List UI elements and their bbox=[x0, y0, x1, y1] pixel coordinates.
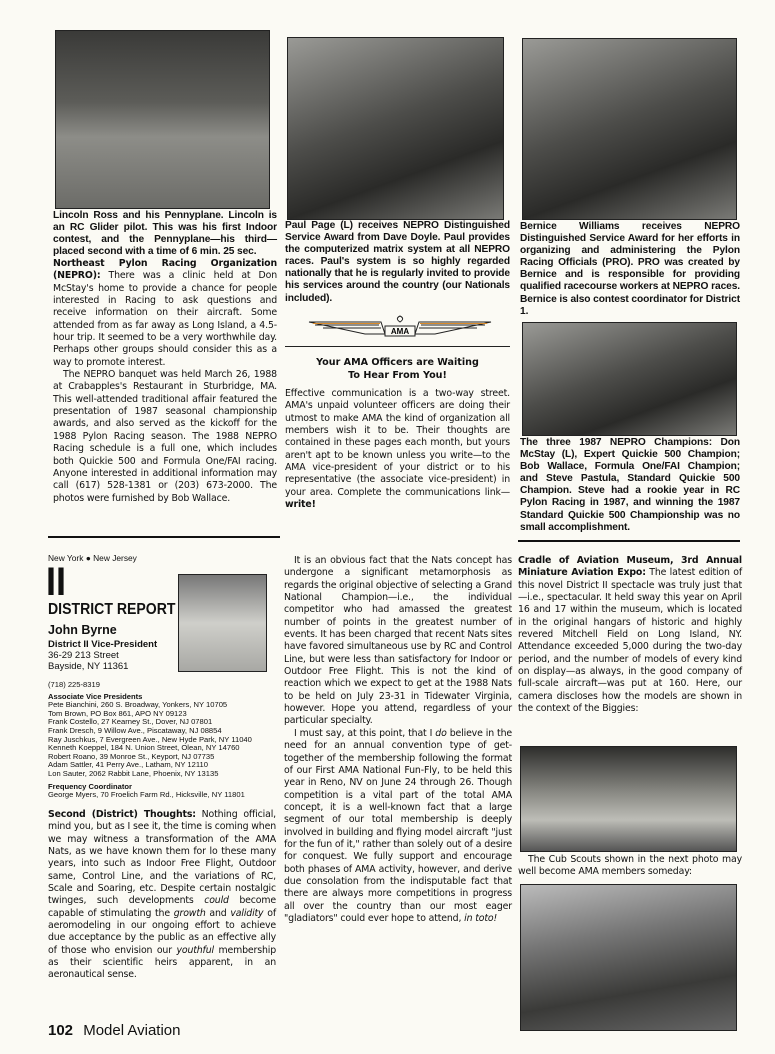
caption-lincoln: Lincoln Ross and his Pennyplane. Lincoln is an RC Glider pilot. This was his first Indoor contest, and the Pennyplane—his third—placed second with a time of 6 min. 25 sec. bbox=[53, 210, 277, 258]
divider-rule bbox=[285, 346, 510, 347]
text: Nothing official, mind you, but as I see it, the time is coming when we may witness a transformation of the AMA Nats, as we have known them for lo these many years, into such as Indoor Free Flight, Outdoor same, Control Line, and the variations of RC, Scale and Soaring, etc. Despite certain nostalgic twinges, such developments bbox=[48, 809, 277, 907]
vp-role: District II Vice-President bbox=[48, 639, 158, 650]
cub-scouts-text-block bbox=[518, 854, 742, 879]
ama-box-body bbox=[285, 388, 510, 511]
state-ny: New York bbox=[48, 553, 84, 563]
photo-museum-models bbox=[520, 746, 737, 852]
section-divider bbox=[48, 536, 280, 538]
photo-cub-scouts bbox=[520, 884, 737, 1031]
ama-heading-line-1: Your AMA Officers are Waiting bbox=[316, 357, 479, 368]
text: I must say, at this point, that I bbox=[294, 727, 436, 739]
avp-item: Pete Bianchini, 260 S. Broadway, Yonkers, NY 10705 bbox=[48, 700, 228, 710]
state-nj: New Jersey bbox=[93, 553, 137, 563]
freq-heading: Frequency Coordinator bbox=[48, 781, 132, 791]
text: could bbox=[204, 895, 229, 907]
caption-champions: The three 1987 NEPRO Champions: Don McStay (L), Expert Quickie 500 Champion; Bob Wallace, Formula One/FAI Champion; and Steve Pastula, Standard Quickie 500 Champion. Steve had a rookie year in RC Pylon Racing in 1987, and winning the 1987 Standard Quickie 500 Championship was no small accomplishment. bbox=[520, 437, 740, 533]
vp-address-1: 36-29 213 Street bbox=[48, 650, 119, 661]
article-col-1 bbox=[48, 809, 276, 982]
text: youthful bbox=[176, 944, 214, 956]
caption-bernice: Bernice Williams receives NEPRO Distinguished Service Award for her efforts in organizing and administering the Pylon Racing Officials (PRO). PRO was created by Bernice and is responsible for providing qualified racecourse workers at NEPRO races. Bernice is also contest coordinator for District 1. bbox=[520, 221, 740, 317]
section-divider-right bbox=[518, 540, 740, 542]
text: membership as their scientific heirs apparent, in an aeronautical sense. bbox=[48, 944, 276, 981]
nats-paragraph: It is an obvious fact that the Nats concept has undergone a significant metamorphosis as regards the original objective of selecting a Grand National Champion—i.e., the individual competitor who had amassed the greatest number of points in the greatest number of events. It has been charged that recent Nats sites have favored simultaneous use by RC and Control Line, but were less than satisfactory for Indoor or Outdoor Free Flight. This is not the kind of reaction which we expect to get at the 1988 Nats to be held on July 23-31 in Tidewater Virginia, however. Hope you attend, regardless of your particular specialty. bbox=[284, 555, 512, 727]
avp-item: Lon Sauter, 2062 Rabbit Lane, Phoenix, NY 13135 bbox=[48, 768, 219, 778]
photo-john-byrne bbox=[178, 574, 267, 672]
district-numeral: II bbox=[46, 560, 67, 604]
text: validity bbox=[230, 907, 264, 919]
photo-paul-page-award bbox=[287, 37, 504, 220]
ama-body-text: Effective communication is a two-way street. AMA's unpaid volunteer officers are doing their utmost to make AMA the kind of organization all members wish it to be. Their thoughts are contained in these pages each month, but yours aren't apt to be known unless you write—to the AMA vice-president of your district or to his representative (the associate vice-president) in your area. Complete the communications link— bbox=[285, 388, 510, 498]
vp-phone: (718) 225-8319 bbox=[48, 680, 100, 689]
photo-bernice-williams-award bbox=[522, 38, 737, 220]
photo-lincoln-ross-pennyplane bbox=[55, 30, 270, 209]
ama-wings-logo bbox=[305, 314, 495, 342]
text: and bbox=[205, 907, 231, 919]
nepro-p1: There was a clinic held at Don McStay's home to provide a chance for people interested in Racing to ask questions and receive information on their aircraft. Some attended from as far away as Long Island, a 4.5-hour trip. It seemed to be a very worthwhile day. Perhaps other groups should consider this as a way to promote interest. bbox=[53, 270, 277, 368]
bullet-icon: ● bbox=[85, 553, 91, 563]
vp-name: John Byrne bbox=[48, 623, 117, 637]
ama-box-heading bbox=[285, 356, 510, 382]
text: in toto! bbox=[464, 912, 498, 924]
ama-wings-icon bbox=[305, 314, 495, 342]
article-col-3 bbox=[518, 555, 742, 715]
district-contacts bbox=[48, 681, 278, 800]
text: do bbox=[435, 727, 447, 739]
avp-item: Ray Juschkus, 7 Evergreen Ave., New Hyde Park, NY 11040 bbox=[48, 734, 252, 744]
text: become capable of stimulating the bbox=[48, 895, 276, 919]
text: of aeromodeling in our ongoing effort to achieve due acceptance by the public as an effective ally of those who envision our bbox=[48, 907, 276, 956]
avp-item: Adam Sattler, 41 Perry Ave., Latham, NY 12110 bbox=[48, 760, 208, 770]
cradle-lead: Cradle of Aviation Museum, 3rd Annual Miniature Aviation Expo: bbox=[518, 555, 742, 579]
avp-item: Kenneth Koeppel, 184 N. Union Street, Olean, NY 14760 bbox=[48, 743, 240, 753]
avp-item: Frank Costello, 27 Kearney St., Dover, NJ 07801 bbox=[48, 717, 213, 727]
text: believe in the need for an annual convention type of get-together of the membership following the format of our First AMA National Fun-Fly, to be held this year in Reno, NV on June 24 through 26. Though competition is a vital part of the total AMA concept, it is a well-known fact that a large segment of our total membership is deeply involved in building and flying model aircraft "just for the fun of it," rather than solely out of a desire for conquest. We fully support and encourage both phases of AMA activity, however, and derive due consolation from the indisputable fact that there are always more competitions in progress all over the country than our most eager "gladiators" could ever hope to attend, bbox=[284, 727, 512, 924]
ama-body-write: write! bbox=[285, 499, 316, 511]
avp-item: Robert Roano, 39 Monroe St., Keyport, NJ 07735 bbox=[48, 751, 215, 761]
avp-item: Frank Dresch, 9 Willow Ave., Piscataway, NJ 08854 bbox=[48, 725, 222, 735]
article-col-2 bbox=[284, 555, 512, 925]
page-number: 102 bbox=[48, 1022, 74, 1039]
avp-item: Tom Brown, PO Box 861, APO NY 09123 bbox=[48, 708, 187, 718]
page-footer bbox=[48, 1022, 181, 1039]
vp-address-2: Bayside, NY 11361 bbox=[48, 661, 129, 672]
caption-paul: Paul Page (L) receives NEPRO Distinguished Service Award from Dave Doyle. Paul provides the computerized matrix system at all NEPRO races. Paul's system is so highly regarded nationally that he is regularly invited to provide his services around the country (our Nationals included). bbox=[285, 220, 510, 304]
ama-heading-line-2: To Hear From You! bbox=[348, 370, 447, 381]
photo-nepro-champions bbox=[522, 322, 737, 436]
cub-scouts-text: The Cub Scouts shown in the next photo may well become AMA members someday: bbox=[518, 854, 742, 878]
cradle-text: The latest edition of this novel District II spectacle was truly just that—i.e., spectacular. It held sway this year on April 16 and 17 within the museum, which is located in the original hangars of historic and highly revered Mitchell Field on Long Island, NY. Attendance exceeded 5,000 during the two-day period, and the number of models of every kind on display—as always, in the good company of full-scale aircraft—was put at 160. Here, our camera discloses how the models are shown in the context of the Biggies: bbox=[518, 567, 742, 715]
second-thoughts-lead: Second (District) Thoughts: bbox=[48, 809, 196, 820]
district-report-title: DISTRICT REPORT bbox=[48, 601, 176, 618]
magazine-name: Model Aviation bbox=[83, 1022, 181, 1039]
freq-coordinator: George Myers, 70 Froelich Farm Rd., Hicksville, NY 11801 bbox=[48, 790, 245, 800]
avp-list bbox=[48, 701, 278, 778]
nepro-lead: Northeast Pylon Racing Organization (NEPRO): bbox=[53, 258, 277, 282]
ama-logo-text: AMA bbox=[390, 327, 410, 336]
text: growth bbox=[173, 907, 206, 919]
nepro-article bbox=[53, 258, 277, 505]
nepro-p2: The NEPRO banquet was held March 26, 1988 at Crabapples's Restaurant in Sturbridge, MA. This well-attended traditional affair featured the presentation of 1987 seasonal championship awards, and also served as the kickoff for the 1988 Pylon Racing season. The 1988 NEPRO Racing schedule is a full one, which includes both Quickie 500 and Formula One/FAI racing. Anyone interested in additional information may call (617) 528-1381 or (203) 673-2000. The photos were furnished by Bob Wallace. bbox=[53, 369, 277, 504]
avp-heading: Associate Vice Presidents bbox=[48, 691, 143, 701]
